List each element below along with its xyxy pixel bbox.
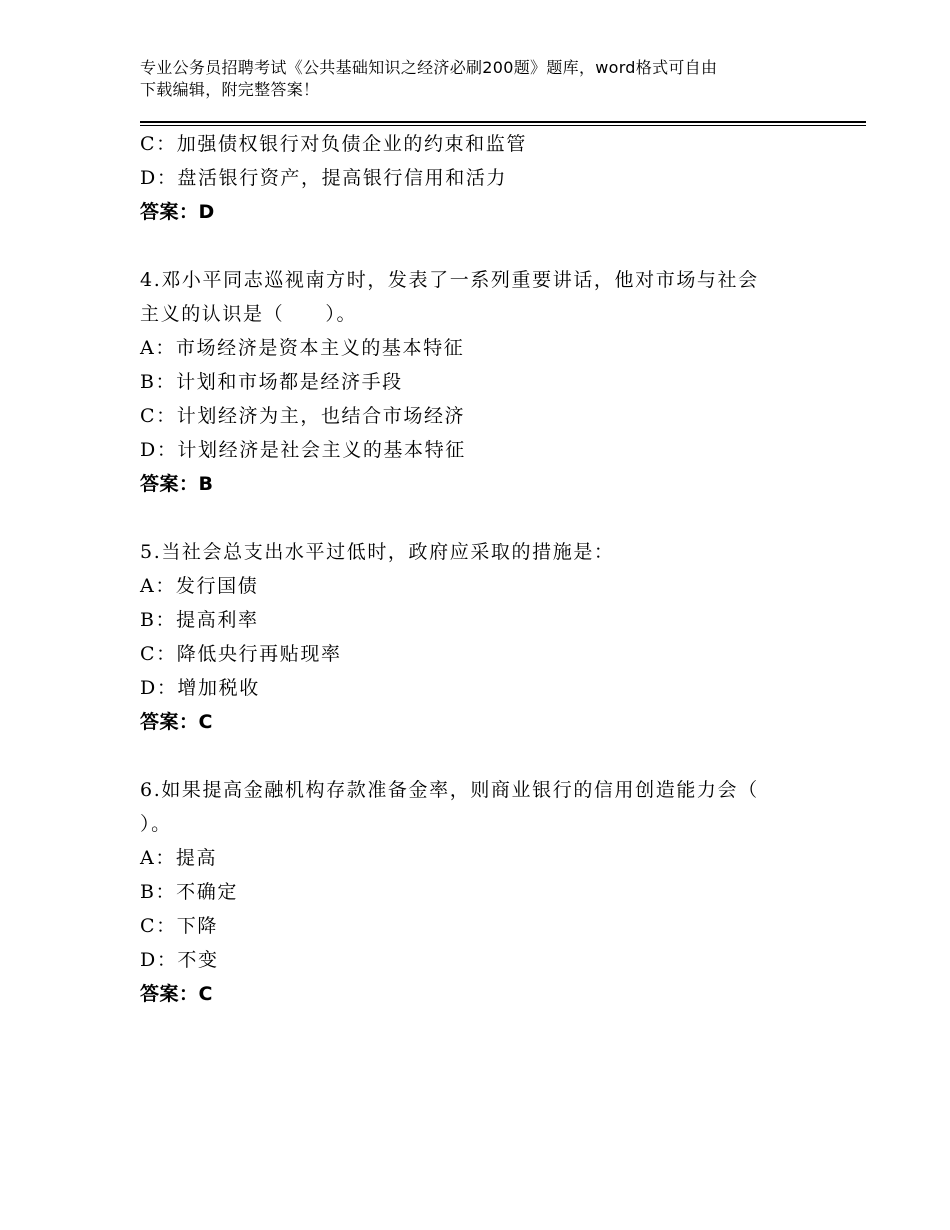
spacer <box>140 739 800 773</box>
question-3-tail <box>140 127 800 229</box>
question-text-line-1: 4.邓小平同志巡视南方时，发表了一系列重要讲话，他对市场与社会 <box>140 269 759 291</box>
answer: 答案：C <box>140 711 213 733</box>
question-text-line-2: ）。 <box>140 813 172 835</box>
option-b: B：不确定 <box>140 881 238 903</box>
spacer <box>140 501 800 535</box>
header-line-2: 下载编辑，附完整答案！ <box>140 80 320 99</box>
answer: 答案：C <box>140 983 213 1005</box>
question-text-line-1: 6.如果提高金融机构存款准备金率，则商业银行的信用创造能力会（ <box>140 779 759 801</box>
option-d: D：计划经济是社会主义的基本特征 <box>140 439 466 461</box>
option-c: C：计划经济为主，也结合市场经济 <box>140 405 466 427</box>
header-line-1: 专业公务员招聘考试《公共基础知识之经济必刷200题》题库，word格式可自由 <box>140 58 718 77</box>
option-c: C：下降 <box>140 915 218 937</box>
header-rule-thick <box>140 121 866 123</box>
option-c: C：加强债权银行对负债企业的约束和监管 <box>140 133 527 155</box>
option-d: D：增加税收 <box>140 677 260 699</box>
answer: 答案：D <box>140 201 215 223</box>
spacer <box>140 229 800 263</box>
question-5 <box>140 535 800 739</box>
option-b: B：计划和市场都是经济手段 <box>140 371 403 393</box>
document-body <box>140 127 800 1011</box>
question-text-line-2: 主义的认识是（ ）。 <box>140 303 358 325</box>
answer: 答案：B <box>140 473 214 495</box>
option-b: B：提高利率 <box>140 609 259 631</box>
option-a: A：发行国债 <box>140 575 259 597</box>
question-4 <box>140 263 800 501</box>
option-a: A：市场经济是资本主义的基本特征 <box>140 337 465 359</box>
option-d: D：盘活银行资产，提高银行信用和活力 <box>140 167 508 189</box>
question-6 <box>140 773 800 1011</box>
header-rule-thin <box>140 125 866 126</box>
question-text-line-1: 5.当社会总支出水平过低时，政府应采取的措施是： <box>140 541 615 563</box>
option-c: C：降低央行再贴现率 <box>140 643 342 665</box>
option-d: D：不变 <box>140 949 219 971</box>
option-a: A：提高 <box>140 847 218 869</box>
document-header <box>140 57 820 101</box>
